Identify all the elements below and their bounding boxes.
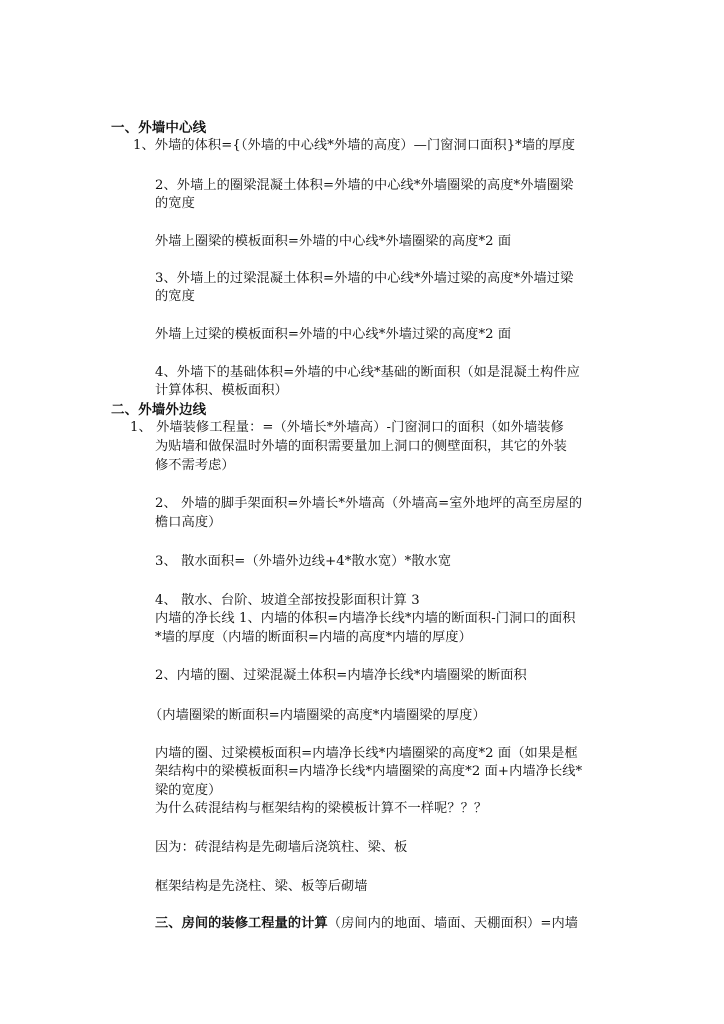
text-line: 2、外墙上的圈梁混凝土体积=外墙的中心线*外墙圈梁的高度*外墙圈梁 [155,178,574,193]
heading-bold-part: 三、房间的装修工程量的计算 [155,916,328,931]
text-line: 因为：砖混结构是先砌墙后浇筑柱、梁、板 [155,840,408,855]
text-line: 外墙上圈梁的模板面积=外墙的中心线*外墙圈梁的高度*2 面 [155,234,512,249]
text-line: 的宽度 [155,196,195,211]
text-line: 架结构中的梁模板面积=内墙净长线*内墙圈梁的高度*2 面+内墙净长线* [155,764,583,779]
text-line: 2、内墙的圈、过梁混凝土体积=内墙净长线*内墙圈梁的断面积 [155,668,527,683]
text-line: 梁的宽度） [155,783,222,798]
text-line: 修不需考虑） [155,458,235,473]
text-line: 3、 散水面积=（外墙外边线+4*散水宽）*散水宽 [155,554,452,569]
text-line: 内墙的净长线 1、内墙的体积=内墙净长线*内墙的断面积-门洞口的面积 [155,611,576,626]
heading-rest-part: （房间内的地面、墙面、天棚面积）=内墙 [327,916,579,931]
text-line: 4、 散水、台阶、坡道全部按投影面积计算 3 [155,593,420,608]
text-line: 3、外墙上的过梁混凝土体积=外墙的中心线*外墙过梁的高度*外墙过梁 [155,271,574,286]
text-line: 为贴墙和做保温时外墙的面积需要量加上洞口的侧壁面积，其它的外装 [155,439,567,454]
text-line: 的宽度 [155,289,195,304]
text-line: 1、 外墙装修工程量：=（外墙长*外墙高）-门窗洞口的面积（如外墙装修 [130,420,564,435]
section-heading-outer-centerline: 一、外墙中心线 [111,120,207,136]
text-line: 内墙的圈、过梁模板面积=内墙净长线*内墙圈梁的高度*2 面（如果是框 [155,746,578,761]
text-line: （内墙圈梁的断面积=内墙圈梁的高度*内墙圈梁的厚度） [149,708,486,723]
text-line: 4、外墙下的基础体积=外墙的中心线*基础的断面积（如是混凝土构件应 [155,365,580,380]
text-line: 计算体积、模板面积） [155,383,288,398]
section-heading-room-finish [155,915,578,933]
section-heading-outer-edge: 二、外墙外边线 [111,402,207,418]
text-line: 为什么砖混结构与框架结构的梁模板计算不一样呢？？？ [155,801,488,816]
text-line: 2、 外墙的脚手架面积=外墙长*外墙高（外墙高=室外地坪的高至房屋的 [155,496,583,511]
text-line: 框架结构是先浇柱、梁、板等后砌墙 [155,879,368,894]
text-line: *墙的厚度（内墙的断面积=内墙的高度*内墙的厚度） [155,630,472,645]
text-line: 檐口高度） [155,515,222,530]
text-line: 1、外墙的体积={（外墙的中心线*外墙的高度）—门窗洞口面积}*墙的厚度 [133,138,576,153]
text-line: 外墙上过梁的模板面积=外墙的中心线*外墙过梁的高度*2 面 [155,327,512,342]
